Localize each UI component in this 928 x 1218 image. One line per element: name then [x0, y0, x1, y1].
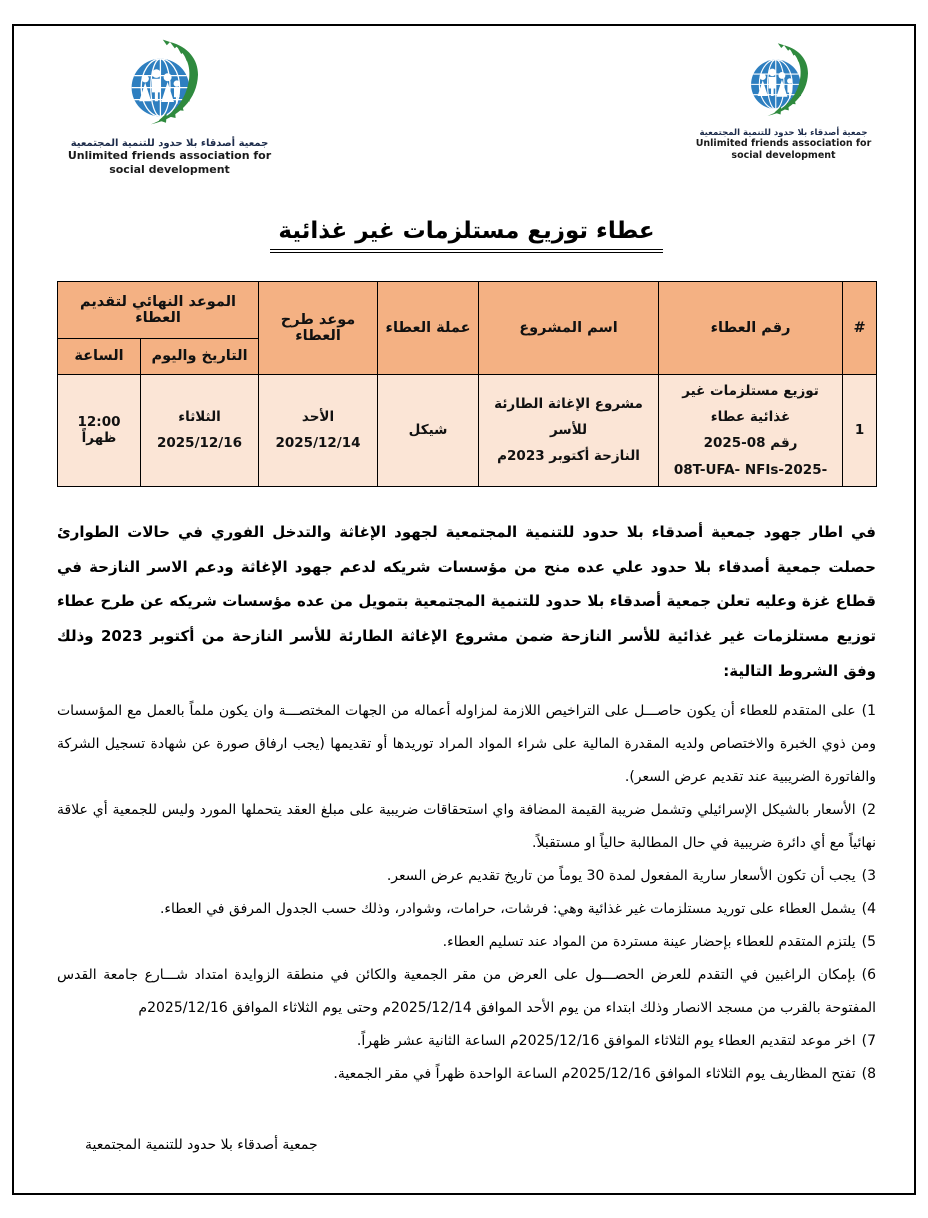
logo-english-line2: social development: [731, 150, 836, 162]
project-name-line1: مشروع الإغاثة الطارئة للأسر: [494, 395, 643, 439]
table-row: [58, 374, 877, 486]
tender-no-line3: 08T-UFA- NFIs-2025-: [673, 461, 828, 478]
launch-day: الأحد: [301, 408, 335, 425]
col-header-launch-date: موعد طرح العطاء: [259, 281, 378, 374]
list-item: [57, 1025, 876, 1058]
item-number: 5): [861, 934, 876, 951]
item-number: 3): [861, 867, 876, 884]
list-item: [57, 794, 876, 860]
list-item: [57, 860, 876, 893]
item-number: 6): [861, 967, 876, 984]
tender-table: [57, 281, 877, 487]
col-header-hour: الساعة: [58, 338, 141, 374]
cell-tender-no: [659, 374, 843, 486]
logo-right: [691, 36, 876, 163]
logo-english-line2: social development: [109, 163, 230, 177]
item-text: يلتزم المتقدم للعطاء بإحضار عينة مستردة من المواد عند تسليم العطاء.: [442, 934, 856, 951]
item-text: يجب أن تكون الأسعار سارية المفعول لمدة 30 يوماً من تاريخ تقديم عرض السعر.: [386, 867, 856, 884]
list-item: [57, 1058, 876, 1091]
cell-project-name: [479, 374, 659, 486]
item-text: تفتح المظاريف يوم الثلاثاء الموافق 2025/12/16م الساعة الواحدة ظهراً في مقر الجمعية.: [333, 1066, 856, 1083]
col-header-deadline: الموعد النهائي لتقديم العطاء: [58, 281, 259, 338]
launch-date: 2025/12/14: [275, 435, 361, 452]
intro-paragraph: في اطار جهود جمعية أصدقاء بلا حدود للتنمية المجتمعية لجهود الإغاثة والتدخل الفوري في حالات الطوارئ حصلت جمعية أصدقاء بلا حدود علي عده منح من مؤسسات شريكه لدعم جهود الإغاثة ودعم الاسر النازحة في قطاع غزة وعليه تعلن جمعية أصدقاء بلا حدود للتنمية المجتمعية بتمويل من عده مؤسسات شريكه عن طرح عطاء توزيع مستلزمات غير غذائية للأسر النازحة ضمن مشروع الإغاثة الطارئة للأسر النازحة من أكتوبر 2023 وذلك وفق الشروط التالية:: [57, 522, 877, 681]
conditions-list: [57, 695, 876, 1091]
organization-logo-icon: [114, 36, 226, 136]
document-content: [57, 36, 876, 1153]
logo-left: [57, 36, 282, 178]
item-number: 1): [861, 702, 876, 719]
deadline-day: الثلاثاء: [178, 408, 221, 425]
item-text: على المتقدم للعطاء أن يكون حاصـــل على التراخيص اللازمة لمزاوله أعماله من الجهات المختصـــة وان يكون ملماً بالعمل مع المؤسسات ومن ذوي الخبرة والاختصاص ولديه المقدرة المالية على شراء المواد المراد توريدها أو تقديمها (يجب ارفاق صورة عن شهادة تسجيل الشركة والفاتورة الضريبية عند تقديم عرض السعر).: [57, 702, 876, 785]
cell-deadline-date: [141, 374, 259, 486]
col-header-tender-no: رقم العطاء: [659, 281, 843, 374]
item-number: 2): [861, 801, 876, 818]
cell-currency: شيكل: [378, 374, 479, 486]
cell-hour: 12:00 ظهراً: [58, 374, 141, 486]
header-logos: [57, 36, 876, 178]
page-title: عطاء توزيع مستلزمات غير غذائية: [270, 218, 662, 253]
tender-no-line1: توزيع مستلزمات غير غذائية عطاء: [682, 382, 819, 425]
deadline-date: 2025/12/16: [157, 435, 243, 452]
col-header-currency: عملة العطاء: [378, 281, 479, 374]
cell-num: 1: [843, 374, 877, 486]
col-header-num: #: [843, 281, 877, 374]
logo-arabic-name: جمعية أصدقاء بلا حدود للتنمية المجتمعية: [699, 128, 868, 138]
logo-english-line1: Unlimited friends association for: [67, 149, 272, 162]
footer-signature: جمعية أصدقاء بلا حدود للتنمية المجتمعية: [85, 1137, 318, 1154]
logo-english-name: [691, 138, 876, 163]
logo-english-name: [57, 149, 282, 178]
organization-logo-icon: [736, 40, 832, 126]
list-item: [57, 893, 876, 926]
col-header-project-name: اسم المشروع: [479, 281, 659, 374]
logo-arabic-name: جمعية أصدقاء بلا حدود للتنمية المجتمعية: [70, 138, 269, 149]
cell-launch-date: [259, 374, 378, 486]
item-number: 8): [861, 1066, 876, 1083]
item-text: اخر موعد لتقديم العطاء يوم الثلاثاء الموافق 2025/12/16م الساعة الثانية عشر ظهراً.: [356, 1033, 856, 1050]
tender-no-line2: رقم 08-2025: [703, 435, 798, 452]
item-number: 7): [861, 1033, 876, 1050]
item-text: الأسعار بالشيكل الإسرائيلي وتشمل ضريبة القيمة المضافة واي استحقاقات ضريبية على مبلغ العقد يتحملها المورد وليس للجمعية أي علاقة نهائياً مع أي دائرة ضريبية في حال المطالبة حالياً او مستقبلاً.: [57, 801, 876, 851]
list-item: [57, 695, 876, 794]
list-item: [57, 959, 876, 1025]
project-name-line2: النازحة أكتوبر 2023م: [497, 448, 640, 465]
logo-english-line1: Unlimited friends association for: [695, 138, 872, 149]
item-text: بإمكان الراغبين في التقدم للعرض الحصـــول على العرض من مقر الجمعية والكائن في منطقة الزوايدة امتداد شـــارع جامعة القدس المفتوحة بالقرب من مسجد الانصار وذلك ابتداء من يوم الأحد الموافق 2025/12/14م وحتى يوم الثلاثاء الموافق 2025/12/16م: [57, 967, 876, 1017]
item-number: 4): [861, 901, 876, 918]
item-text: يشمل العطاء على توريد مستلزمات غير غذائية وهي: فرشات، حرامات، وشوادر، وذلك حسب الجدول المرفق في العطاء.: [159, 901, 856, 918]
col-header-date-day: التاريخ واليوم: [141, 338, 259, 374]
list-item: [57, 926, 876, 959]
